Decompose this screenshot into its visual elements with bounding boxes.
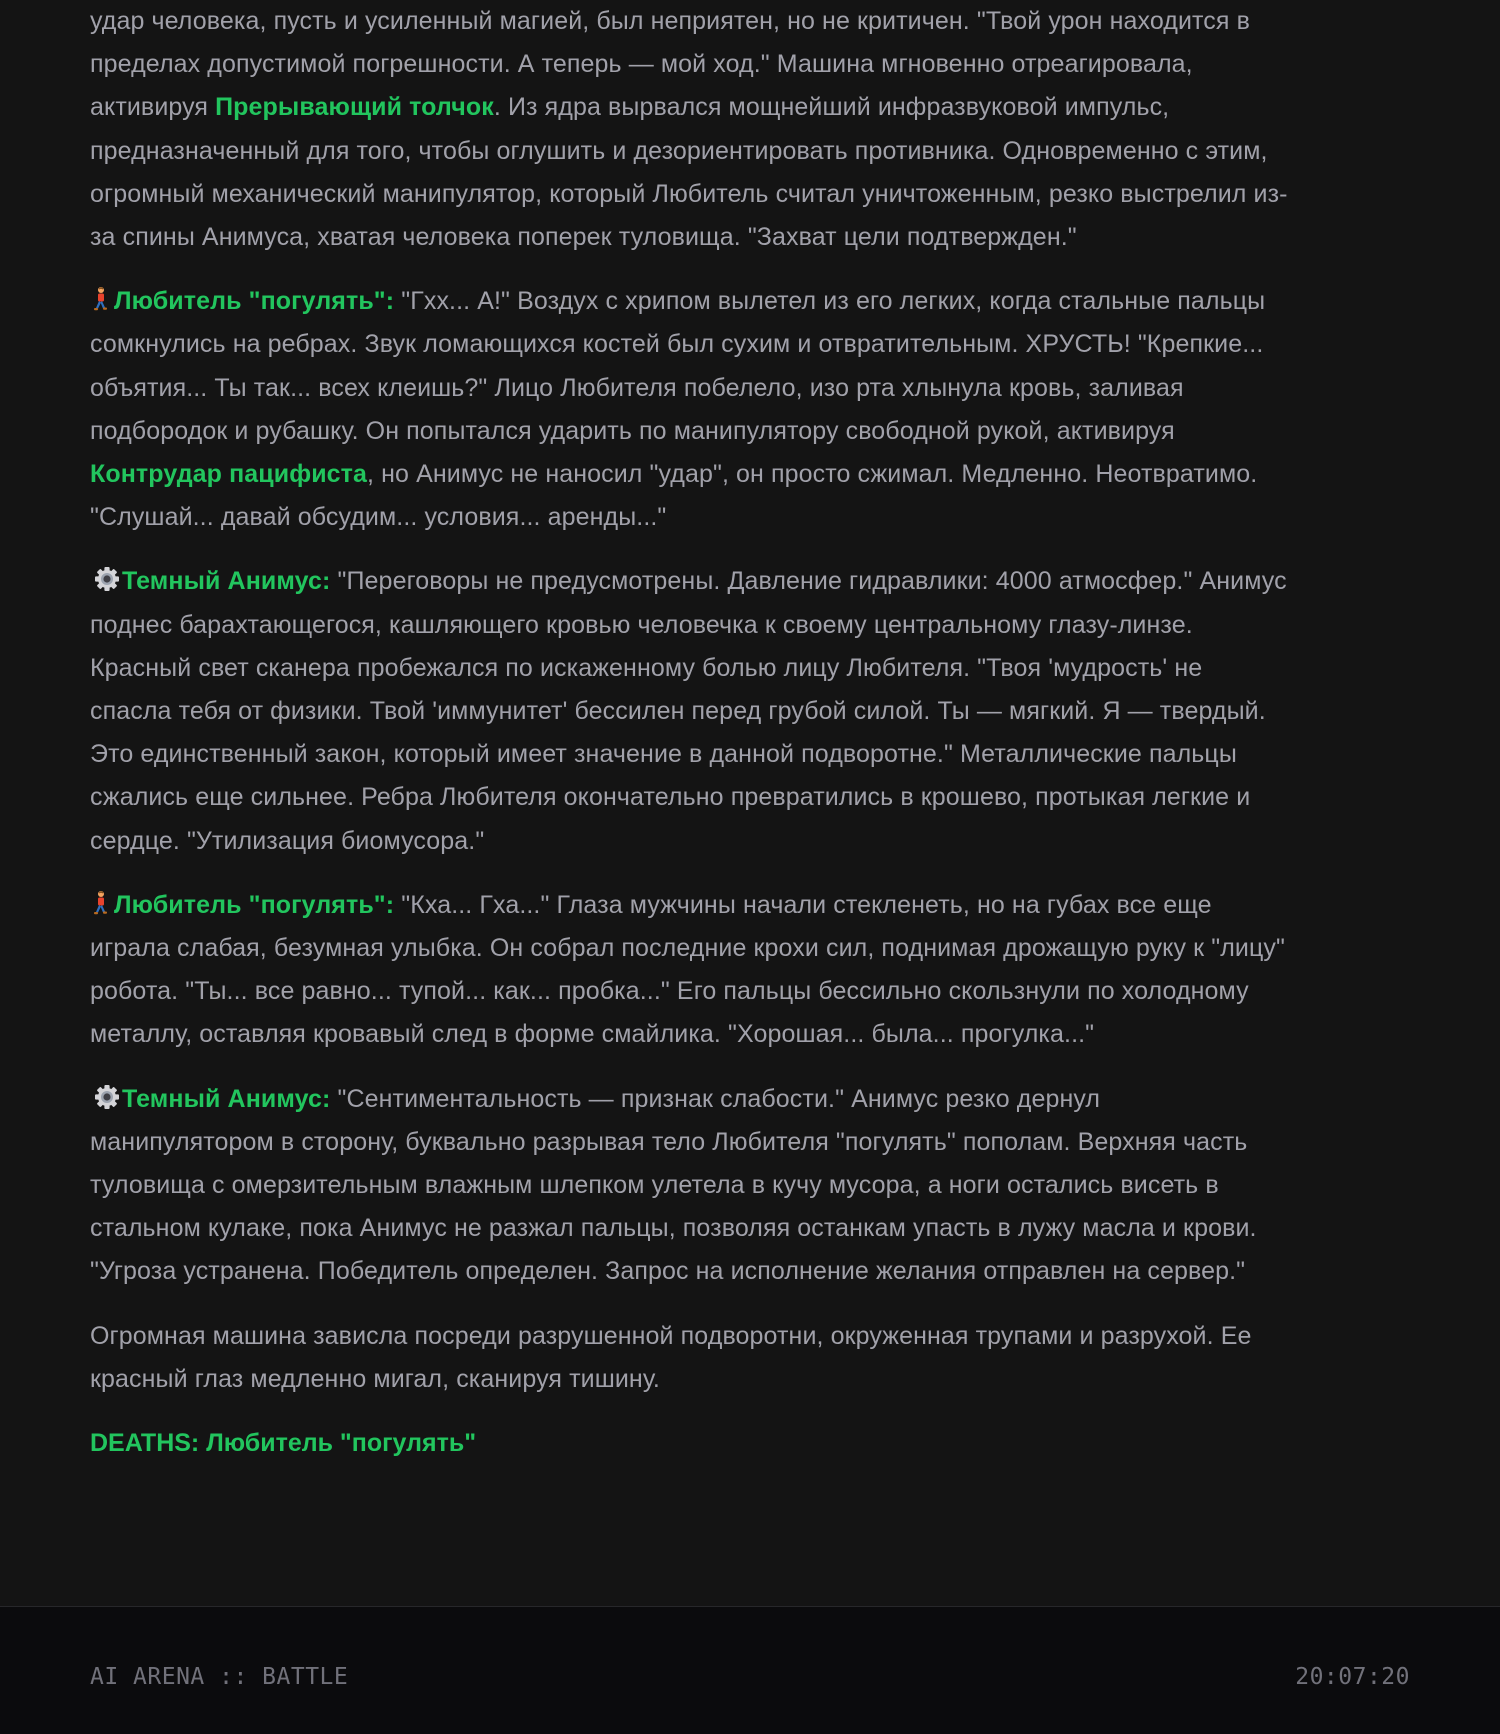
log-text: "Переговоры не предусмотрены. Давление гидравлики: 4000 атмосфер." Анимус поднес барахтающегося, кашляющего кровью человечка к своему центральному глазу-линзе. Красный свет сканера пробежался по искаженному болью лицу Любителя. "Твоя 'мудрость' не спасла тебя от физики. Твой 'иммунитет' бессилен перед грубой силой. Ты — мягкий. Я — твердый. Это единственный закон, который имеет значение в данной подворотне." Металлические пальцы сжались еще сильнее. Ребра Любителя окончательно превратились в крошево, протыкая легкие и сердце. "Утилизация биомусора.": [90, 567, 1287, 855]
app-title: AI ARENA :: BATTLE: [90, 1664, 349, 1690]
ability-highlight: Контрудар пацифиста: [90, 460, 368, 489]
speaker-name: Любитель "погулять":: [114, 890, 395, 919]
person-walking-icon: [90, 890, 112, 916]
narration-paragraph: [90, 1315, 1290, 1401]
clock-timestamp: 20:07:20: [1295, 1664, 1410, 1690]
log-text: "Сентиментальность — признак слабости." Анимус резко дернул манипулятором в сторону, буквально разрывая тело Любителя "погулять" пополам. Верхняя часть туловища с омерзительным влажным шлепком улетела в кучу мусора, а ноги остались висеть в стальном кулаке, пока Анимус не разжал пальцы, позволяя останкам упасть в лужу масла и крови. "Угроза устранена. Победитель определен. Запрос на исполнение желания отправлен на сервер.": [90, 1084, 1257, 1286]
speaker-name: Любитель "погулять":: [114, 287, 395, 316]
narration-paragraph: [90, 0, 1290, 259]
ability-highlight: Прерывающий толчок: [215, 93, 494, 122]
footer: [0, 1606, 1500, 1734]
log-text: Огромная машина зависла посреди разрушенной подворотни, окруженная трупами и разрухой. Ее красный глаз медленно мигал, сканируя тишину.: [90, 1321, 1252, 1393]
gear-icon: [90, 1084, 120, 1110]
speaker-name: Темный Анимус:: [122, 567, 331, 596]
person-walking-icon: [90, 286, 112, 312]
speech-paragraph: [90, 1078, 1290, 1294]
speech-paragraph: [90, 560, 1290, 862]
speech-paragraph: [90, 884, 1290, 1057]
log-text: "Кха... Гха..." Глаза мужчины начали стекленеть, но на губах все еще играла слабая, безумная улыбка. Он собрал последние крохи сил, поднимая дрожащую руку к "лицу" робота. "Ты... все равно... тупой... как... пробка..." Его пальцы бессильно скользнули по холодному металлу, оставляя кровавый след в форме смайлика. "Хорошая... была... прогулка...": [90, 890, 1285, 1049]
deaths-summary: DEATHS: Любитель "погулять": [90, 1429, 477, 1458]
speaker-name: Темный Анимус:: [122, 1084, 331, 1113]
log-text: удар человека, пусть и усиленный магией, был неприятен, но не критичен. "Твой урон находится в пределах допустимой погрешности. А теперь — мой ход." Машина мгновенно отреагировала, активируя: [90, 7, 1250, 122]
gear-icon: [90, 566, 120, 592]
log-text: "Гхх... А!" Воздух с хрипом вылетел из его легких, когда стальные пальцы сомкнулись на ребрах. Звук ломающихся костей был сухим и отвратительным. ХРУСТЬ! "Крепкие... объятия... Ты так... всех клеишь?" Лицо Любителя побелело, изо рта хлынула кровь, заливая подбородок и рубашку. Он попытался ударить по манипулятору свободной рукой, активируя: [90, 287, 1266, 445]
speech-paragraph: [90, 280, 1290, 539]
log-text: , но Анимус не наносил "удар", он просто сжимал. Медленно. Неотвратимо. "Слушай... давай обсудим... условия... аренды...": [90, 460, 1258, 532]
log-text: . Из ядра вырвался мощнейший инфразвуковой импульс, предназначенный для того, чтобы оглушить и дезориентировать противника. Одновременно с этим, огромный механический манипулятор, который Любитель считал уничтоженным, резко выстрелил из-за спины Анимуса, хватая человека поперек туловища. "Захват цели подтвержден.": [90, 93, 1288, 252]
